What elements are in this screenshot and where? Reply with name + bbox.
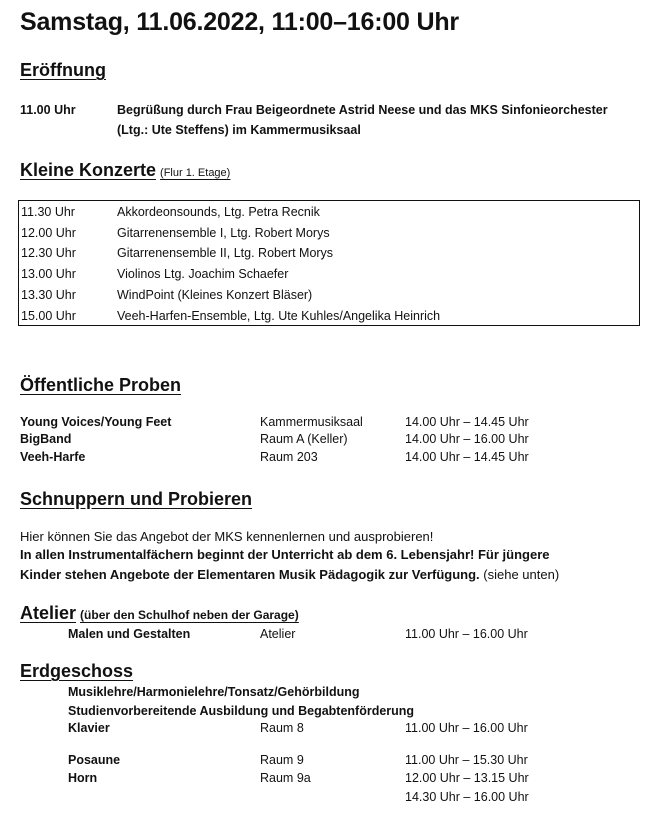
concert-time: 12.00 Uhr bbox=[21, 226, 76, 240]
proben-room: Raum A (Keller) bbox=[260, 432, 348, 446]
atelier-name: Malen und Gestalten bbox=[68, 627, 191, 641]
atelier-location: (über den Schulhof neben der Garage) bbox=[80, 608, 299, 622]
atelier-title: Atelier bbox=[20, 603, 77, 623]
heading-eroeffnung: Eröffnung bbox=[20, 60, 106, 80]
erdgeschoss-time: 12.00 Uhr – 13.15 Uhr bbox=[405, 771, 529, 785]
proben-room: Raum 203 bbox=[260, 450, 318, 464]
proben-name: BigBand bbox=[20, 432, 72, 446]
proben-name: Veeh-Harfe bbox=[20, 450, 86, 464]
schnuppern-line3-normal: (siehe unten) bbox=[479, 567, 560, 582]
eroeffnung-line2: (Ltg.: Ute Steffens) im Kammermusiksaal bbox=[117, 123, 361, 137]
erdgeschoss-time: 11.00 Uhr – 16.00 Uhr bbox=[405, 721, 528, 735]
heading-proben: Öffentliche Proben bbox=[20, 375, 182, 395]
schnuppern-line2: In allen Instrumentalfächern beginnt der Unterricht ab dem 6. Lebensjahr! Für jüngere bbox=[20, 547, 550, 562]
concert-desc: Gitarrenensemble II, Ltg. Robert Morys bbox=[117, 246, 334, 260]
schnuppern-line3-bold: Kinder stehen Angebote der Elementaren Musik Pädagogik zur Verfügung. bbox=[20, 567, 480, 582]
erdgeschoss-line2: Studienvorbereitende Ausbildung und Begabtenförderung bbox=[68, 704, 415, 718]
erdgeschoss-name: Horn bbox=[68, 771, 98, 785]
concert-desc: Akkordeonsounds, Ltg. Petra Recnik bbox=[117, 205, 320, 219]
concert-time: 13.00 Uhr bbox=[21, 267, 76, 281]
heading-atelier bbox=[20, 603, 299, 624]
heading-schnuppern: Schnuppern und Probieren bbox=[20, 489, 253, 509]
concert-desc: Violinos Ltg. Joachim Schaefer bbox=[117, 267, 289, 281]
concert-time: 11.30 Uhr bbox=[21, 205, 75, 219]
erdgeschoss-name: Klavier bbox=[68, 721, 110, 735]
concert-desc: Veeh-Harfen-Ensemble, Ltg. Ute Kuhles/Angelika Heinrich bbox=[117, 309, 441, 323]
eroeffnung-time: 11.00 Uhr bbox=[20, 103, 76, 117]
schnuppern-line1: Hier können Sie das Angebot der MKS kennenlernen und ausprobieren! bbox=[20, 529, 434, 544]
concert-time: 12.30 Uhr bbox=[21, 246, 76, 260]
erdgeschoss-line1: Musiklehre/Harmonielehre/Tonsatz/Gehörbildung bbox=[68, 685, 360, 699]
kleine-konzerte-location: (Flur 1. Etage) bbox=[160, 167, 231, 179]
page-title: Samstag, 11.06.2022, 11:00–16:00 Uhr bbox=[20, 8, 459, 36]
concert-time: 15.00 Uhr bbox=[21, 309, 76, 323]
concert-table bbox=[18, 200, 640, 326]
eroeffnung-line1: Begrüßung durch Frau Beigeordnete Astrid Neese und das MKS Sinfonieorchester bbox=[117, 103, 608, 117]
proben-time: 14.00 Uhr – 16.00 Uhr bbox=[405, 432, 529, 446]
proben-name: Young Voices/Young Feet bbox=[20, 415, 172, 429]
erdgeschoss-room: Raum 9 bbox=[260, 753, 304, 767]
atelier-time: 11.00 Uhr – 16.00 Uhr bbox=[405, 627, 528, 641]
erdgeschoss-time: 14.30 Uhr – 16.00 Uhr bbox=[405, 790, 529, 804]
erdgeschoss-room: Raum 9a bbox=[260, 771, 311, 785]
heading-kleine-konzerte bbox=[20, 160, 230, 181]
proben-time: 14.00 Uhr – 14.45 Uhr bbox=[405, 450, 529, 464]
erdgeschoss-room: Raum 8 bbox=[260, 721, 304, 735]
concert-desc: Gitarrenensemble I, Ltg. Robert Morys bbox=[117, 226, 330, 240]
heading-erdgeschoss: Erdgeschoss bbox=[20, 661, 134, 681]
proben-room: Kammermusiksaal bbox=[260, 415, 363, 429]
schnuppern-line3 bbox=[20, 567, 559, 582]
concert-time: 13.30 Uhr bbox=[21, 288, 76, 302]
erdgeschoss-time: 11.00 Uhr – 15.30 Uhr bbox=[405, 753, 528, 767]
kleine-konzerte-title: Kleine Konzerte bbox=[20, 160, 157, 180]
erdgeschoss-name: Posaune bbox=[68, 753, 121, 767]
proben-time: 14.00 Uhr – 14.45 Uhr bbox=[405, 415, 529, 429]
concert-desc: WindPoint (Kleines Konzert Bläser) bbox=[117, 288, 313, 302]
atelier-room: Atelier bbox=[260, 627, 296, 641]
